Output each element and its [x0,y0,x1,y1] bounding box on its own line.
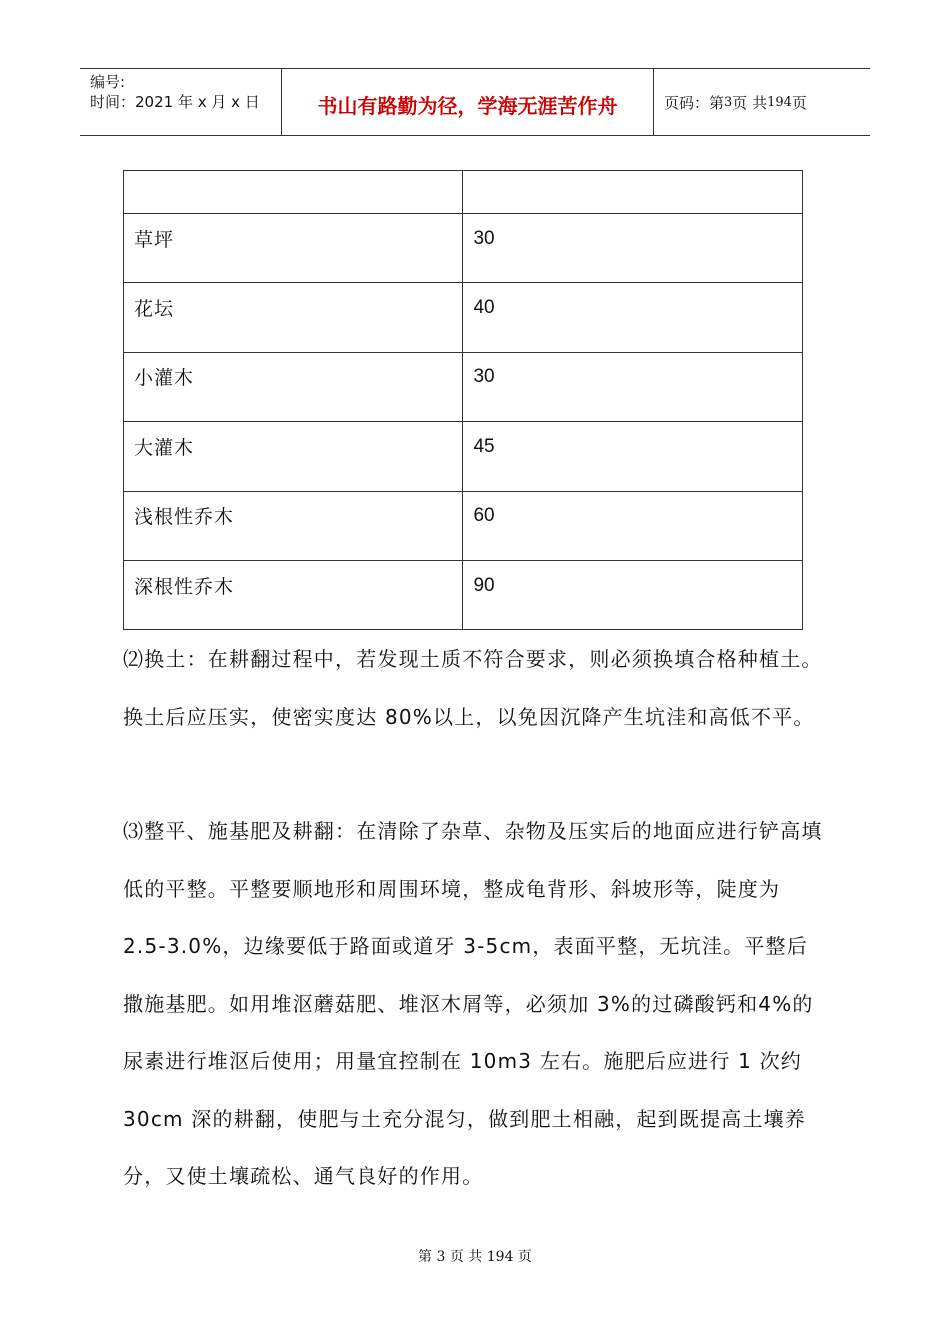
header-page-info [654,69,870,135]
paragraph-leveling-fertilizing: ⑶整平、施基肥及耕翻：在清除了杂草、杂物及压实后的地面应进行铲高填低的平整。平整要顺地形和周围环境，整成龟背形、斜坡形等，陡度为 2.5-3.0%，边缘要低于路面或道牙 3-5cm，表面平整，无坑洼。平整后撒施基肥。如用堆沤蘑菇肥、堆沤木屑等，必须加 3%的过磷酸钙和4%的尿素进行堆沤后使用；用量宜控制在 10m3 左右。施肥后应进行 1 次约 30cm 深的耕翻，使肥与土充分混匀，做到肥土相融，起到既提高土壤养分，又使土壤疏松、通气良好的作用。 [123,819,823,1188]
header-motto: 书山有路勤为径，学海无涯苦作舟 [282,69,654,135]
table-row [124,214,803,283]
page-footer: 第 3 页 共 194 页 [418,1249,532,1265]
page-mid: 页 共 [732,93,768,112]
number-label: 编号: [90,73,126,91]
page-label: 页码：第 [664,93,725,112]
plant-type-cell: 草坪 [124,214,463,283]
page-header [80,68,870,136]
depth-value-cell: 90 [463,560,803,629]
table-header-row [124,171,803,214]
table-header-cell [124,171,463,214]
depth-value-cell: 45 [463,422,803,491]
plant-type-cell: 大灌木 [124,422,463,491]
paragraph-soil-replacement: ⑵换土：在耕翻过程中，若发现土质不符合要求，则必须换填合格种植土。换土后应压实，使密实度达 80%以上，以免因沉降产生坑洼和高低不平。 [123,647,823,729]
soil-depth-table [123,170,803,630]
table-row [124,491,803,560]
depth-value-cell: 40 [463,283,803,352]
plant-type-cell: 花坛 [124,283,463,352]
page-total: 194 [767,94,792,110]
page-suffix: 页 [791,93,807,112]
header-meta [80,69,282,135]
depth-value-cell: 30 [463,352,803,421]
plant-type-cell: 深根性乔木 [124,560,463,629]
plant-type-cell: 浅根性乔木 [124,491,463,560]
time-label: 时间：2021 年 x 月 x 日 [90,93,260,111]
table-row [124,352,803,421]
plant-type-cell: 小灌木 [124,352,463,421]
page-current: 3 [724,94,733,110]
table-row [124,283,803,352]
table-header-cell [463,171,803,214]
depth-value-cell: 60 [463,491,803,560]
table-row [124,560,803,629]
depth-value-cell: 30 [463,214,803,283]
table-row [124,422,803,491]
